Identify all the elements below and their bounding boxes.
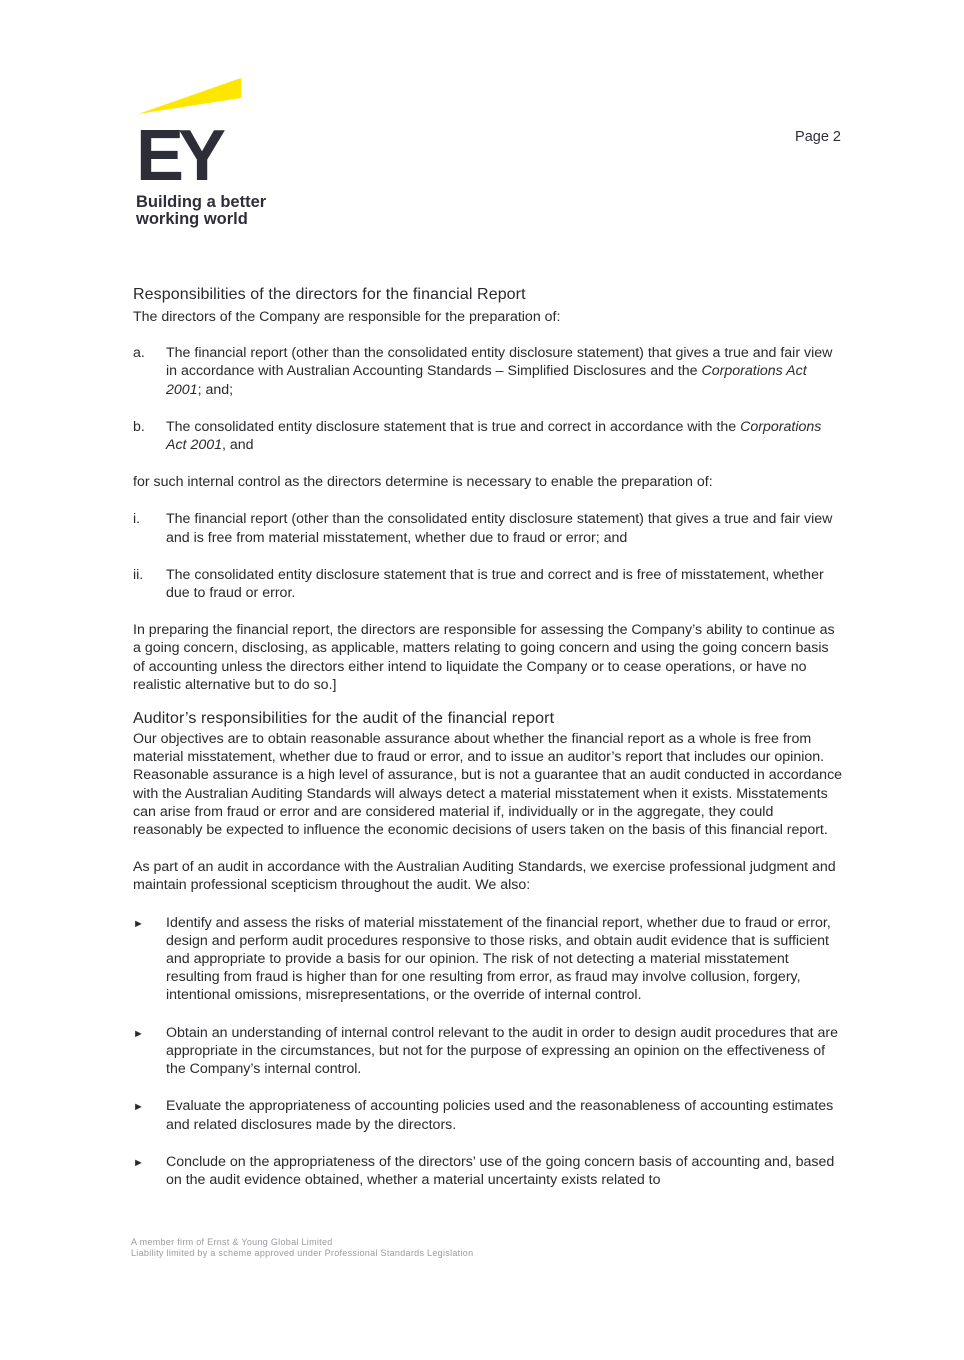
list-item: b. The consolidated entity disclosure statement that is true and correct in accordance with the Corporations Act 2001, and bbox=[133, 418, 822, 454]
directors-intro: The directors of the Company are responsible for the preparation of: bbox=[133, 309, 561, 325]
bullet-arrow-icon: ► bbox=[133, 1027, 144, 1040]
objectives-paragraph: Our objectives are to obtain reasonable assurance about whether the financial report as a whole is free from material misstatement, whether due to fraud or error, and to issue an auditor’s report that includes our opinion. Reasonable assurance is a high level of assurance, but is not a guarantee that an audit conducted in accordance with the Australian Auditing Standards will always detect a material misstatement when it exists. Misstatements can arise from fraud or error and are considered material if, individually or in the aggregate, they could reasonably be expected to influence the economic decisions of users taken on the basis of this financial report. bbox=[133, 731, 843, 839]
bullet-arrow-icon: ► bbox=[133, 1101, 144, 1114]
bullet-arrow-icon: ► bbox=[133, 917, 144, 930]
document-body bbox=[133, 285, 843, 1189]
list-item: i. The financial report (other than the consolidated entity disclosure statement) that gives a true and fair view and is free from material misstatement, whether due to fraud or error; and bbox=[133, 511, 833, 546]
ey-logo bbox=[136, 76, 276, 236]
list-item: ► Conclude on the appropriateness of the directors’ use of the going concern basis of accounting and, based on the audit evidence obtained, whether a material uncertainty exists related to bbox=[133, 1153, 835, 1188]
logo-beam-icon bbox=[136, 76, 246, 116]
list-item: a. The financial report (other than the consolidated entity disclosure statement) that gives a true and fair view in accordance with Australian Accounting Standards – Simplified Disclosures and the Corporations Act 2001; and; bbox=[133, 345, 833, 398]
page-number: Page 2 bbox=[795, 129, 841, 145]
list-item: ii. The consolidated entity disclosure statement that is true and correct and is free of misstatement, whether due to fraud or error. bbox=[133, 566, 824, 602]
logo-tagline: Building a better working world bbox=[136, 193, 267, 228]
list-item: ► Evaluate the appropriateness of accounting policies used and the reasonableness of accounting estimates and related disclosures made by the directors. bbox=[133, 1098, 834, 1133]
list-item: ► Obtain an understanding of internal control relevant to the audit in order to design audit procedures that are appropriate in the circumstances, but not for the purpose of expressing an opinion on the effectiveness of the Company’s internal control. bbox=[133, 1024, 838, 1078]
page-footer: A member firm of Ernst & Young Global Limited Liability limited by a scheme approved under Professional Standards Legislation bbox=[131, 1237, 474, 1258]
list-item: ► Identify and assess the risks of material misstatement of the financial report, whether due to fraud or error, design and perform audit procedures responsive to those risks, and obtain audit evidence that is sufficient and appropriate to provide a basis for our opinion. The risk of not detecting a material misstatement resulting from fraud is higher than for one resulting from error, as fraud may involve collusion, forgery, intentional omissions, misrepresentations, or the override of internal control. bbox=[133, 914, 831, 1004]
control-intro: for such internal control as the directors determine is necessary to enable the preparation of: bbox=[133, 474, 713, 491]
as-part-paragraph: As part of an audit in accordance with the Australian Auditing Standards, we exercise professional judgment and maintain professional scepticism throughout the audit. We also: bbox=[133, 859, 836, 894]
going-concern-paragraph: In preparing the financial report, the directors are responsible for assessing the Company’s ability to continue as a going concern, disclosing, as applicable, matters relating to going concern and using the going concern basis of accounting unless the directors either intend to liquidate the Company or to cease operations, or have no realistic alternative but to do so.] bbox=[133, 622, 835, 693]
logo-wordmark: EY bbox=[136, 116, 221, 196]
bullet-arrow-icon: ► bbox=[133, 1156, 144, 1169]
section-heading-directors: Responsibilities of the directors for the financial Report bbox=[133, 286, 526, 303]
section-heading-auditor: Auditor’s responsibilities for the audit of the financial report bbox=[133, 710, 555, 728]
